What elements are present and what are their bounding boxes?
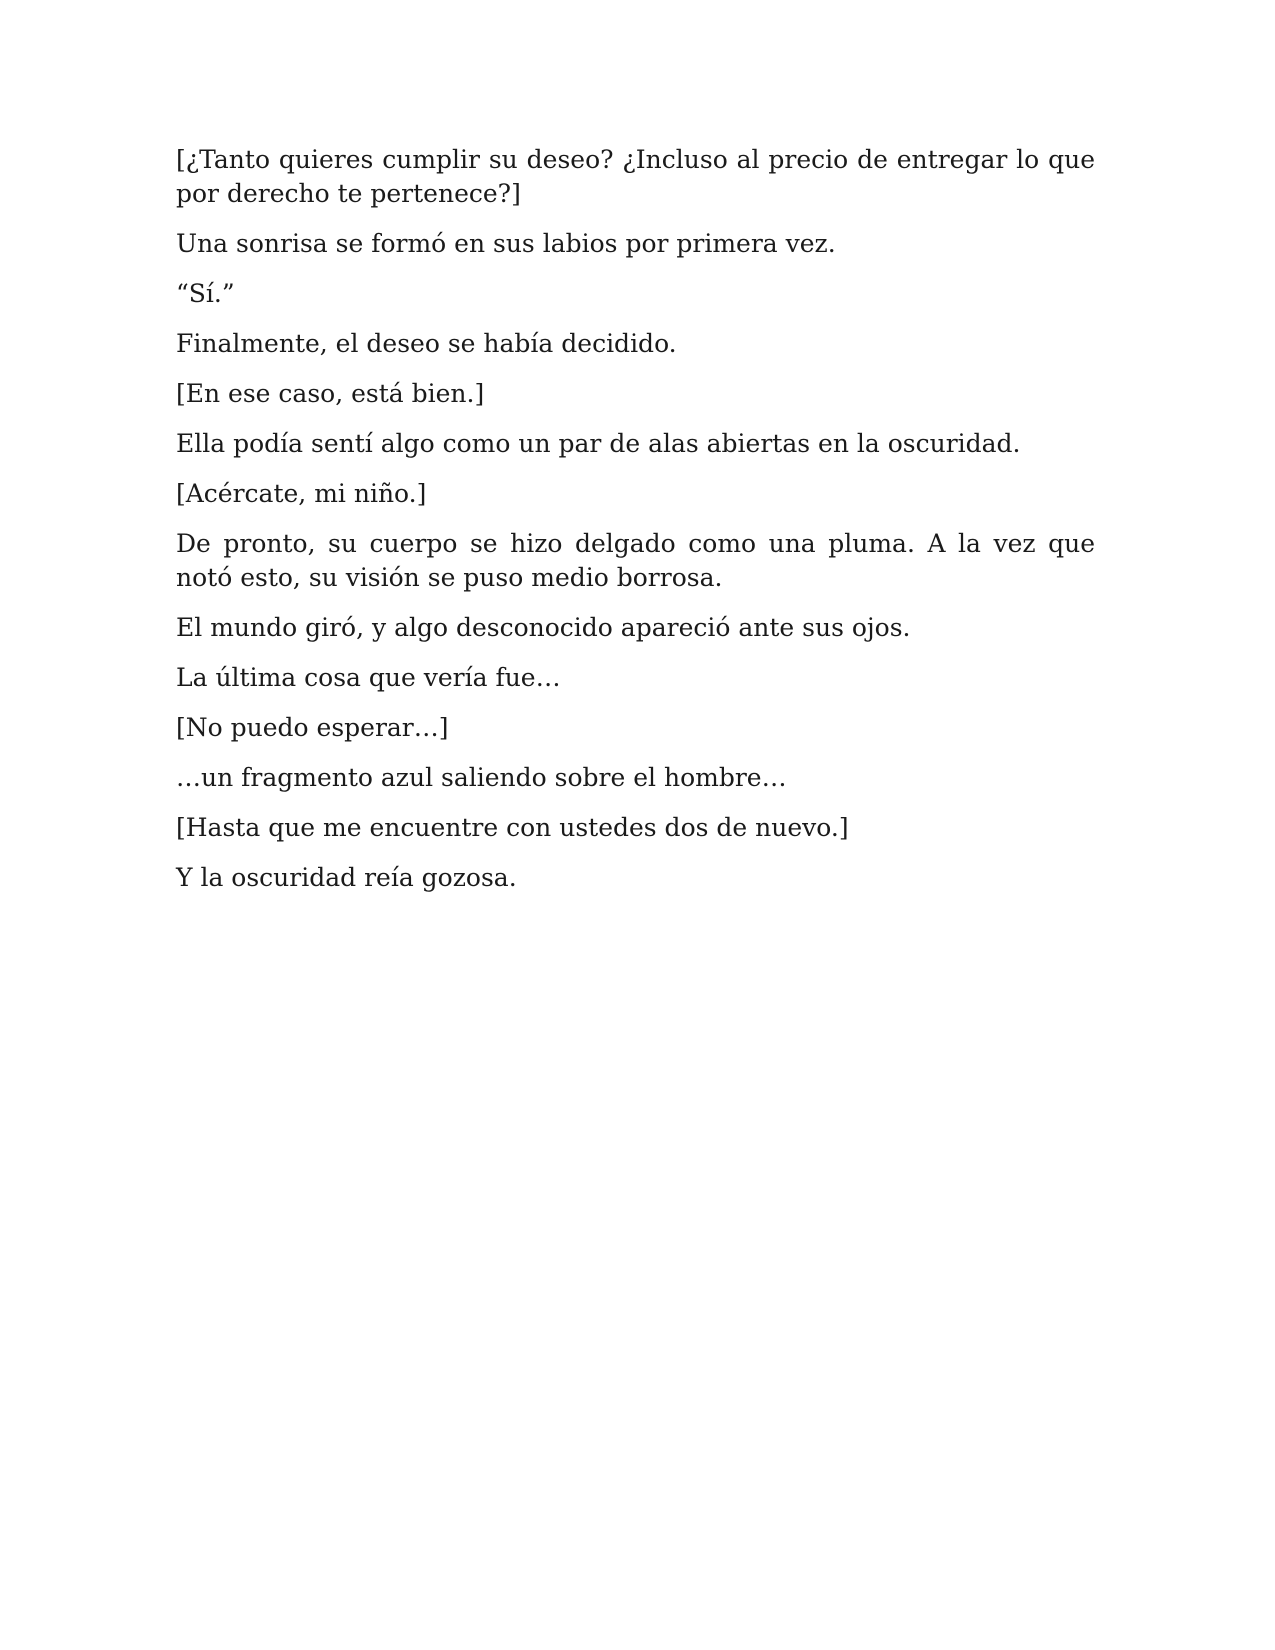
paragraph-6: Ella podía sentí algo como un par de alas abiertas en la oscuridad. (176, 429, 1021, 458)
paragraph-14: Y la oscuridad reía gozosa. (176, 863, 517, 892)
paragraph-9: El mundo giró, y algo desconocido apareció ante sus ojos. (176, 613, 911, 642)
paragraph-13: [Hasta que me encuentre con ustedes dos de nuevo.] (176, 813, 849, 842)
paragraph-3: “Sí.” (176, 279, 235, 308)
paragraph-8: De pronto, su cuerpo se hizo delgado como una pluma. A la vez que notó esto, su visión se puso medio borrosa. (176, 529, 1095, 592)
paragraph-12: …un fragmento azul saliendo sobre el hombre… (176, 763, 787, 792)
paragraph-5: [En ese caso, está bien.] (176, 379, 485, 408)
paragraph-2: Una sonrisa se formó en sus labios por primera vez. (176, 229, 836, 258)
paragraph-1: [¿Tanto quieres cumplir su deseo? ¿Incluso al precio de entregar lo que por derecho te pertenece?] (176, 145, 1095, 208)
document-body (176, 143, 1095, 911)
paragraph-4: Finalmente, el deseo se había decidido. (176, 329, 677, 358)
paragraph-7: [Acércate, mi niño.] (176, 479, 427, 508)
paragraph-10: La última cosa que vería fue… (176, 663, 561, 692)
paragraph-11: [No puedo esperar…] (176, 713, 449, 742)
